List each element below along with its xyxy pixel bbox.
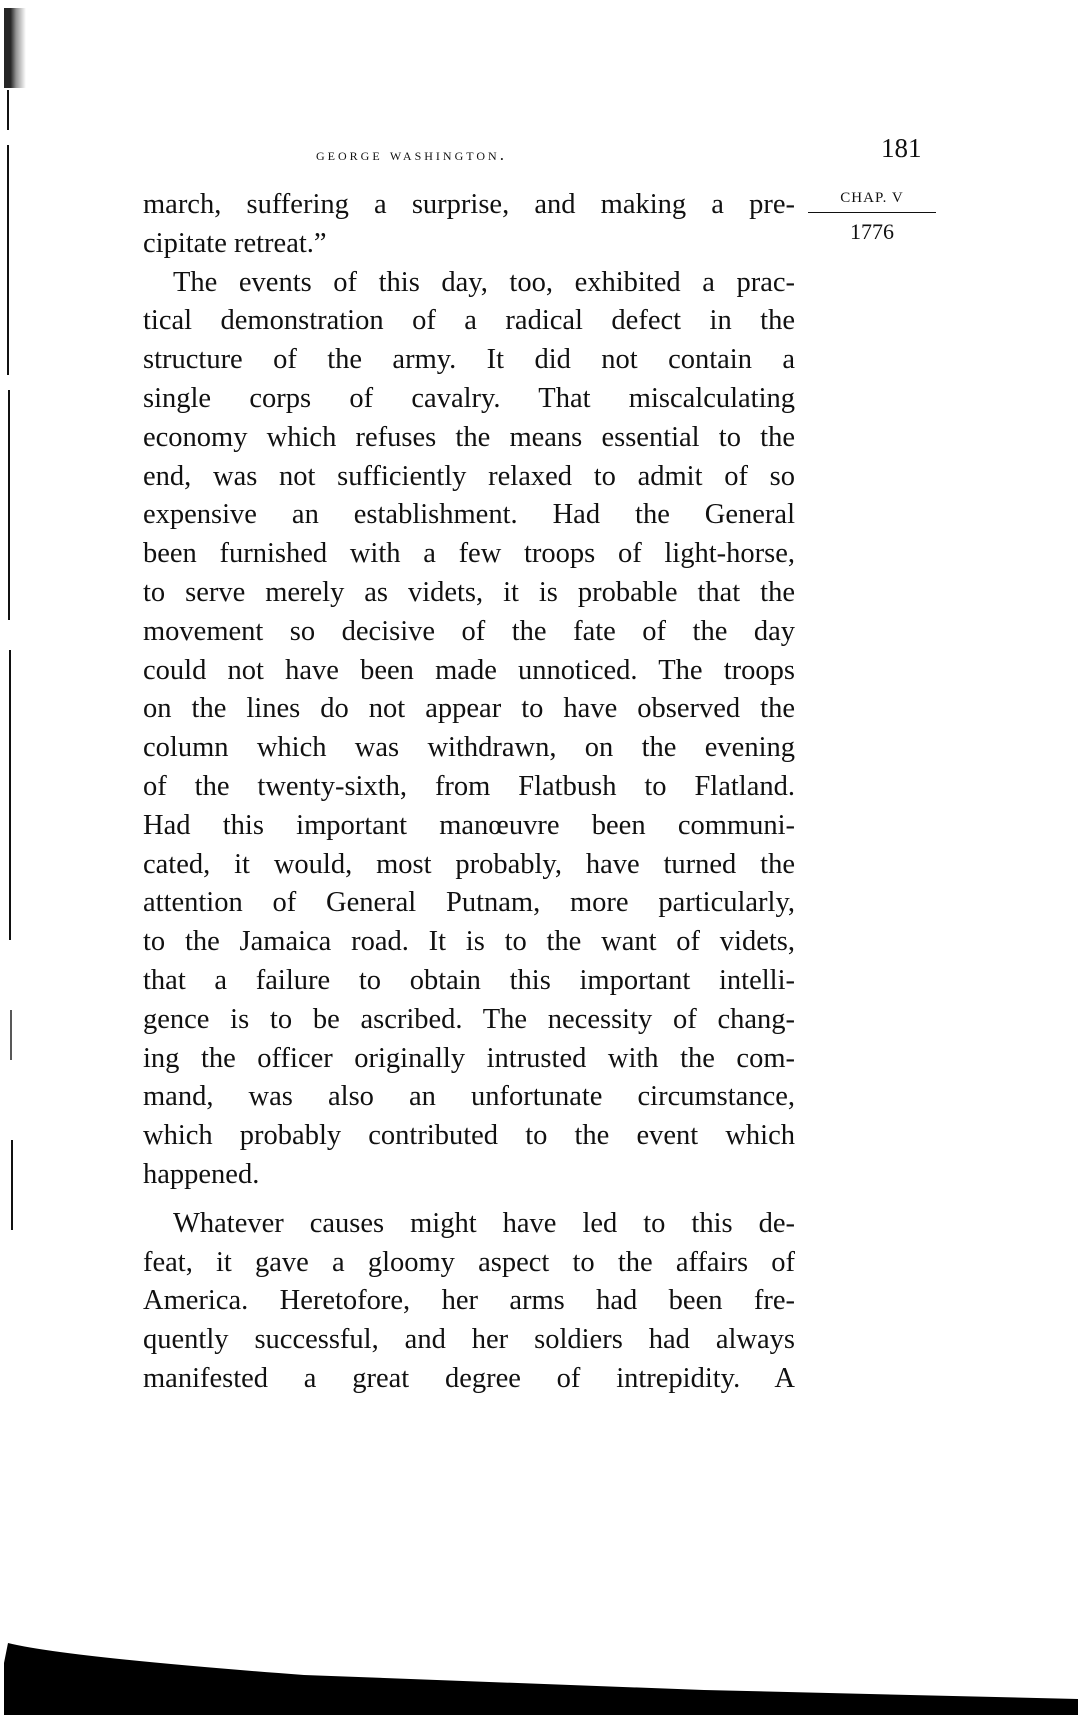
text-line: could not have been made unnoticed. The troops (143, 654, 795, 686)
body-text (143, 186, 795, 1399)
paragraph (143, 186, 795, 264)
text-line: mand, was also an unfortunate circumstance, (143, 1081, 795, 1113)
text-line: column which was withdrawn, on the evening (143, 732, 795, 764)
scan-bottom-edge (4, 1635, 1078, 1715)
text-line: happened. (143, 1158, 260, 1190)
text-line: feat, it gave a gloomy aspect to the affairs of (143, 1246, 795, 1278)
paragraph (143, 1205, 795, 1399)
year-label: 1776 (850, 219, 894, 244)
text-line: tical demonstration of a radical defect in the (143, 305, 795, 337)
text-line: cated, it would, most probably, have turned the (143, 848, 795, 880)
page-number: 181 (881, 133, 922, 163)
text-line: march, suffering a surprise, and making a pre- (143, 189, 795, 220)
text-line: economy which refuses the means essential to the (143, 421, 795, 453)
text-line: end, was not sufficiently relaxed to admit of so (143, 460, 795, 492)
text-line: structure of the army. It did not contain a (143, 344, 795, 376)
text-line: ing the officer originally intrusted with the com- (143, 1042, 795, 1074)
text-line: gence is to be ascribed. The necessity of chang- (143, 1003, 795, 1035)
margin-note (808, 190, 936, 245)
scan-edge-smudge (4, 8, 26, 88)
text-line: expensive an establishment. Had the General (143, 499, 795, 531)
text-line: to serve merely as videts, it is probable that the (143, 576, 795, 608)
text-line: movement so decisive of the fate of the day (143, 615, 795, 647)
text-line: The events of this day, too, exhibited a prac- (173, 266, 795, 298)
chapter-label: CHAP. V (808, 190, 936, 213)
text-line: to the Jamaica road. It is to the want of videts, (143, 926, 795, 958)
text-line: been furnished with a few troops of light-horse, (143, 538, 795, 570)
running-head: george washington. (316, 145, 507, 164)
text-line: Had this important manœuvre been communi- (143, 809, 795, 841)
text-line: on the lines do not appear to have observed the (143, 693, 795, 725)
text-line: attention of General Putnam, more particularly, (143, 887, 795, 919)
text-line: which probably contributed to the event which (143, 1120, 795, 1152)
text-line: quently successful, and her soldiers had always (143, 1324, 795, 1356)
text-line: of the twenty-sixth, from Flatbush to Flatland. (143, 770, 795, 802)
text-line: that a failure to obtain this important intelli- (143, 964, 795, 996)
text-line: Whatever causes might have led to this de- (173, 1207, 795, 1239)
paragraph (143, 264, 795, 1195)
text-line: single corps of cavalry. That miscalculating (143, 382, 795, 414)
text-line: America. Heretofore, her arms had been fre- (143, 1285, 795, 1317)
text-line: cipitate retreat.” (143, 227, 327, 259)
text-line: manifested a great degree of intrepidity. A (143, 1362, 795, 1394)
